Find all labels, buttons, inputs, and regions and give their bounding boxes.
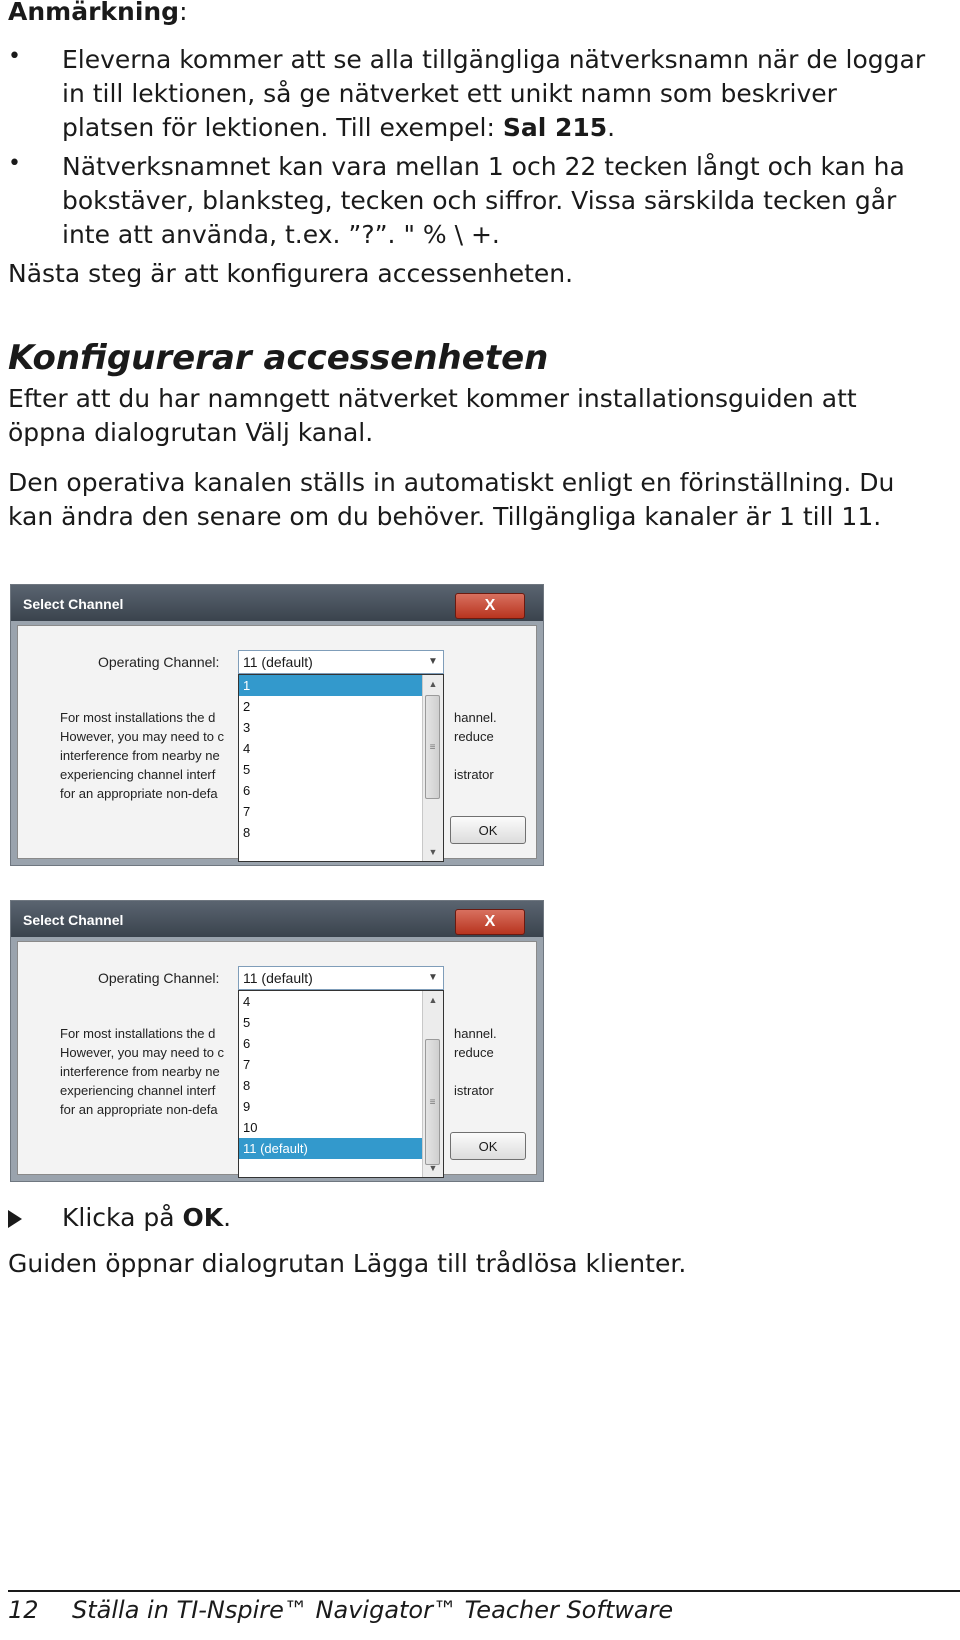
title-bar: [11, 901, 543, 937]
desc-line: istrator: [454, 1083, 494, 1098]
dialog-title: Select Channel: [23, 912, 124, 928]
desc-line: for an appropriate non-defa: [60, 786, 218, 801]
dialog-client: [17, 625, 537, 859]
section-heading: Konfigurerar accessenheten: [8, 338, 549, 378]
channel-option[interactable]: 9: [243, 1099, 251, 1114]
description-right: [454, 708, 497, 784]
desc-line: hannel.: [454, 1026, 497, 1041]
footer-divider: [8, 1590, 960, 1592]
scroll-thumb[interactable]: ≡: [425, 1039, 440, 1165]
desc-line: interference from nearby ne: [60, 1064, 220, 1079]
step-ok-label: OK: [182, 1203, 224, 1232]
operating-channel-select[interactable]: [238, 650, 444, 674]
note-bullet1-end: .: [607, 113, 616, 142]
para1-line2: öppna dialogrutan Välj kanal.: [8, 418, 374, 447]
desc-line: [454, 1062, 497, 1081]
page-footer: [8, 1596, 673, 1624]
note-bullet1-text: platsen för lektionen. Till exempel:: [62, 113, 503, 142]
desc-line: hannel.: [454, 710, 497, 725]
note-title: Anmärkning: [8, 0, 180, 26]
bullet-marker: •: [8, 44, 21, 69]
scroll-down-icon[interactable]: ▼: [428, 1163, 438, 1173]
desc-line: experiencing channel interf: [60, 767, 216, 782]
desc-line: For most installations the d: [60, 710, 216, 725]
desc-line: interference from nearby ne: [60, 748, 220, 763]
note-bullet1-line3: [62, 110, 615, 145]
selected-channel: 11 (default): [243, 970, 313, 986]
scrollbar[interactable]: [422, 675, 443, 861]
channel-option[interactable]: 6: [243, 1036, 251, 1051]
operating-channel-label: Operating Channel:: [98, 654, 220, 670]
scroll-thumb[interactable]: ≡: [425, 695, 440, 799]
description-left: [60, 1024, 224, 1119]
channel-option[interactable]: 8: [243, 1078, 251, 1093]
channel-option[interactable]: 4: [243, 741, 251, 756]
para2-line2: kan ändra den senare om du behöver. Tillgängliga kanaler är 1 till 11.: [8, 502, 882, 531]
channel-dropdown-list[interactable]: [238, 990, 444, 1178]
channel-option[interactable]: 1: [239, 675, 443, 696]
scroll-up-icon[interactable]: ▲: [428, 679, 438, 689]
operating-channel-label: Operating Channel:: [98, 970, 220, 986]
note-heading: [8, 0, 188, 29]
dialog-client: [17, 941, 537, 1175]
select-channel-dialog-1: [10, 584, 544, 866]
footer-title: Ställa in TI-Nspire™ Navigator™ Teacher Software: [72, 1596, 674, 1624]
channel-dropdown-list[interactable]: [238, 674, 444, 862]
desc-line: istrator: [454, 767, 494, 782]
channel-option[interactable]: 7: [243, 804, 251, 819]
note-bullet1-line2: in till lektionen, så ge nätverket ett unikt namn som beskriver: [62, 79, 837, 108]
chevron-down-icon[interactable]: ▼: [428, 656, 438, 667]
select-channel-dialog-2: [10, 900, 544, 1182]
close-button[interactable]: X: [455, 593, 525, 619]
channel-option[interactable]: 5: [243, 1015, 251, 1030]
desc-line: reduce: [454, 729, 494, 744]
note-colon: :: [179, 0, 188, 26]
step-arrow-icon: [8, 1210, 22, 1228]
note-bullet2-line2: bokstäver, blanksteg, tecken och siffror. Vissa särskilda tecken går: [62, 186, 897, 215]
desc-line: For most installations the d: [60, 1026, 216, 1041]
para2-line1: Den operativa kanalen ställs in automatiskt enligt en förinställning. Du: [8, 468, 895, 497]
desc-line: However, you may need to c: [60, 1045, 225, 1060]
operating-channel-select[interactable]: [238, 966, 444, 990]
bullet-marker: •: [8, 151, 21, 176]
scroll-up-icon[interactable]: ▲: [428, 995, 438, 1005]
para1-line1: Efter att du har namngett nätverket kommer installationsguiden att: [8, 384, 857, 413]
desc-line: reduce: [454, 1045, 494, 1060]
ok-button[interactable]: OK: [450, 816, 526, 844]
channel-option[interactable]: 5: [243, 762, 251, 777]
next-step-text: Nästa steg är att konfigurera accessenheten.: [8, 259, 574, 288]
channel-option[interactable]: 8: [243, 825, 251, 840]
channel-option[interactable]: 11 (default): [239, 1138, 443, 1159]
desc-line: experiencing channel interf: [60, 1083, 216, 1098]
note-bullet2-line1: Nätverksnamnet kan vara mellan 1 och 22 tecken långt och kan ha: [62, 152, 905, 181]
step-instruction: [62, 1200, 231, 1235]
result-text: Guiden öppnar dialogrutan Lägga till trådlösa klienter.: [8, 1249, 687, 1278]
description-right: [454, 1024, 497, 1100]
desc-line: for an appropriate non-defa: [60, 1102, 218, 1117]
selected-channel: 11 (default): [243, 654, 313, 670]
channel-option[interactable]: 3: [243, 720, 251, 735]
channel-option[interactable]: 10: [243, 1120, 258, 1135]
channel-option[interactable]: 2: [243, 699, 251, 714]
chevron-down-icon[interactable]: ▼: [428, 972, 438, 983]
note-bullet1-line1: Eleverna kommer att se alla tillgängliga nätverksnamn när de loggar: [62, 45, 926, 74]
desc-line: However, you may need to c: [60, 729, 225, 744]
page-number: 12: [8, 1596, 39, 1624]
channel-option[interactable]: 4: [243, 994, 251, 1009]
note-bullet2-line3: inte att använda, t.ex. ”?”. " % \ +.: [62, 220, 500, 249]
dialog-title: Select Channel: [23, 596, 124, 612]
step-text: Klicka på: [62, 1203, 183, 1232]
channel-option[interactable]: 7: [243, 1057, 251, 1072]
ok-button[interactable]: OK: [450, 1132, 526, 1160]
step-end: .: [223, 1203, 232, 1232]
scrollbar[interactable]: [422, 991, 443, 1177]
desc-line: [454, 746, 497, 765]
channel-option[interactable]: 6: [243, 783, 251, 798]
description-left: [60, 708, 224, 803]
example-network-name: Sal 215: [502, 113, 608, 142]
close-button[interactable]: X: [455, 909, 525, 935]
scroll-down-icon[interactable]: ▼: [428, 847, 438, 857]
title-bar: [11, 585, 543, 621]
